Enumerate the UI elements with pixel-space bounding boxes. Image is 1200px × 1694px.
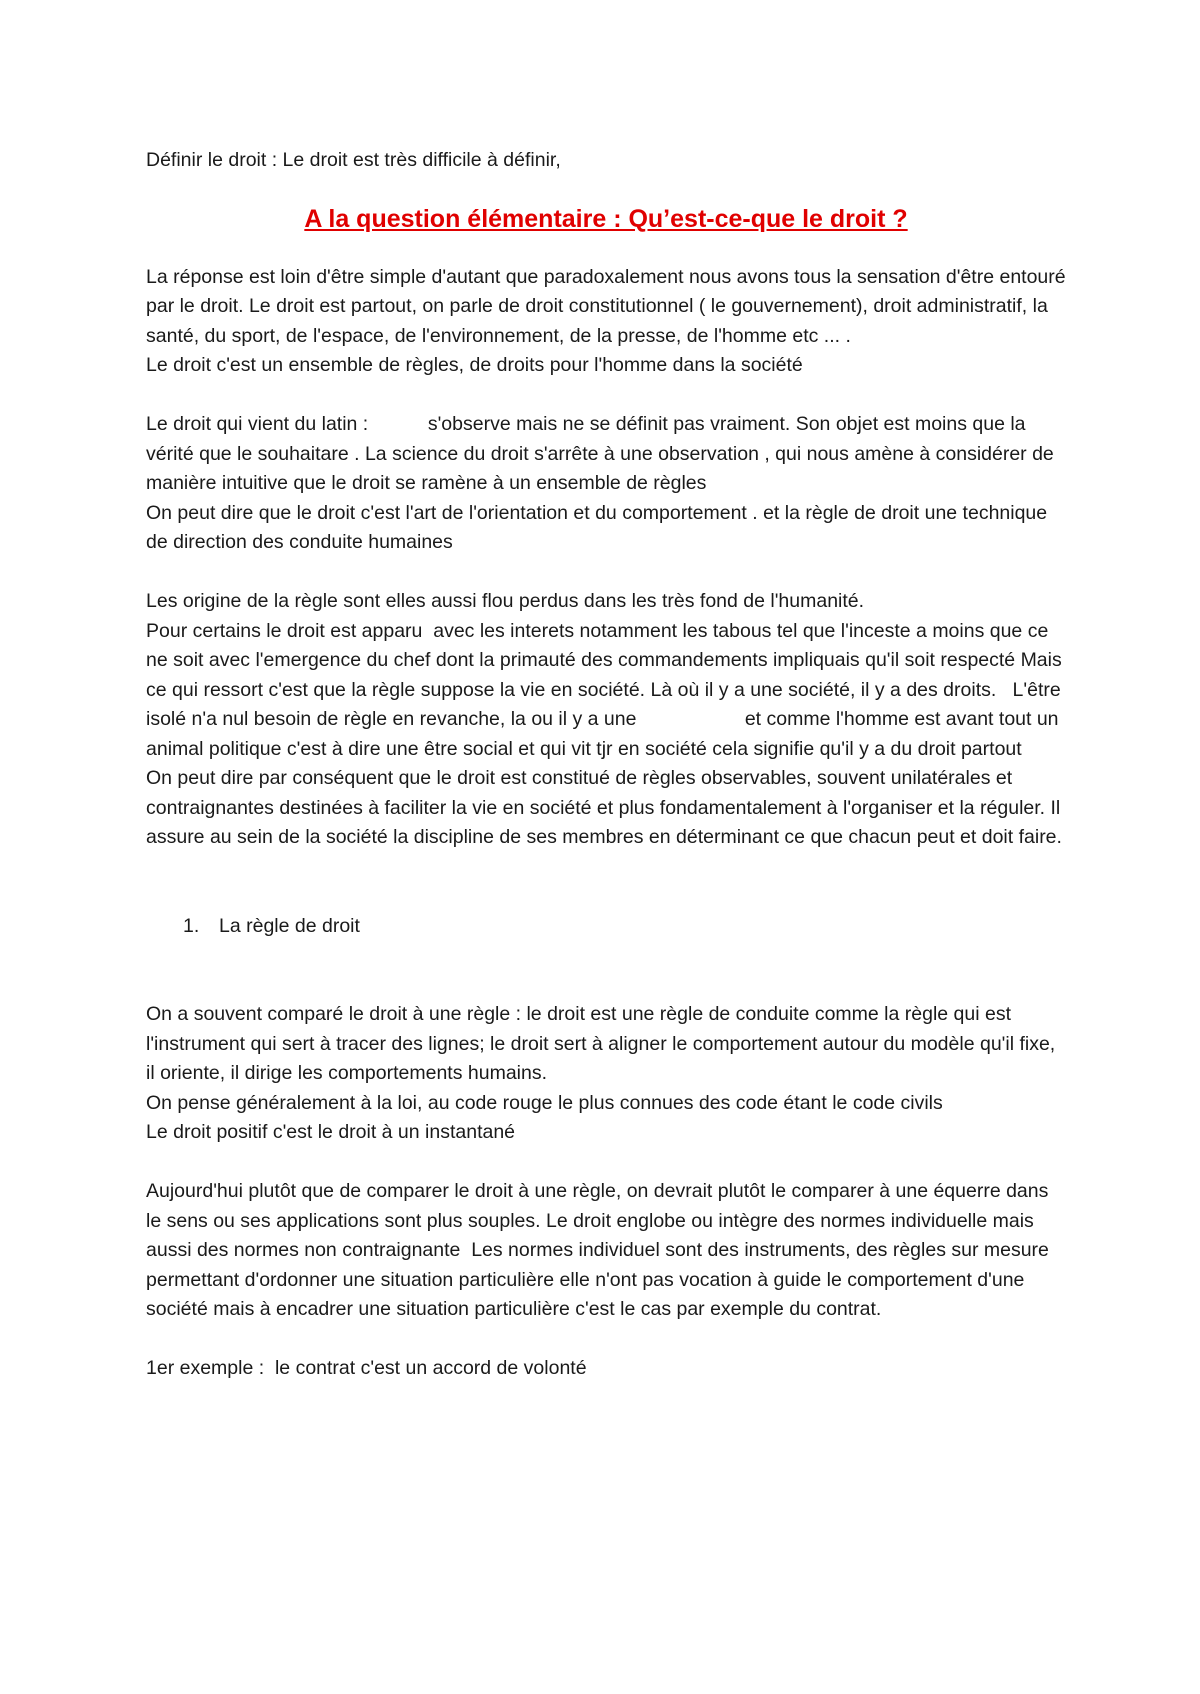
section-heading: A la question élémentaire : Qu’est-ce-que le droit ? [304, 204, 908, 233]
paragraph-3: Les origine de la règle sont elles aussi flou perdus dans les très fond de l'humanité. [146, 590, 865, 612]
paragraph-3c: On peut dire par conséquent que le droit est constitué de règles observables, souvent unilatérales et contraignantes destinées à faciliter la vie en société et plus fondamentalement à l'organiser et la réguler. Il assure au sein de la société la discipline de ses membres en déterminant ce que chacun peut et doit faire. [146, 767, 1066, 848]
list-item [146, 912, 1066, 942]
spacer [146, 381, 1066, 411]
spacer [146, 853, 1066, 912]
document-page [146, 146, 1072, 1384]
paragraph-3b: Pour certains le droit est apparu avec les interets notamment les tabous tel que l'inceste a moins que ce ne soit avec l'emergence du chef dont la primauté des commandements impliquais qu'il soit respecté Mais ce qui ressort c'est que la règle suppose la vie en société. Là où il y a une société, il y a des droits. L'être isolé n'a nul besoin de règle en revanche, la ou il y a une et comme l'homme est avant tout un animal politique c'est à dire une être social et qui vit tjr en société cela signifie qu'il y a du droit partout [146, 619, 1068, 760]
spacer [146, 1325, 1066, 1355]
list-label: La règle de droit [219, 914, 360, 937]
paragraph-4: On a souvent comparé le droit à une règle : le droit est une règle de conduite comme la règle qui est l'instrument qui sert à tracer des lignes; le droit sert à aligner le comportement autour du modèle qu'il fixe, il oriente, il dirige les comportements humains. [146, 1003, 1061, 1084]
paragraph-6: 1er exemple : le contrat c'est un accord de volonté [146, 1357, 587, 1379]
paragraph-1: La réponse est loin d'être simple d'autant que paradoxalement nous avons tous la sensation d'être entouré par le droit. Le droit est partout, on parle de droit constitutionnel ( le gouvernement), droit administratif, la santé, du sport, de l'espace, de l'environnement, de la presse, de l'homme etc ... . [146, 265, 1072, 347]
paragraph-2b: On peut dire que le droit c'est l'art de l'orientation et du comportement . et la règle de droit une technique de direction des conduite humaines [146, 501, 1053, 553]
paragraph-5: Aujourd'hui plutôt que de comparer le droit à une règle, on devrait plutôt le comparer à une équerre dans le sens ou ses applications sont plus souples. Le droit englobe ou intègre des normes individuelle mais aussi des normes non contraignante Les normes individuel sont des instruments, des règles sur mesure permettant d'ordonner une situation particulière elle n'ont pas vocation à guide le comportement d'une société mais à encadrer une situation particulière c'est le cas par exemple du contrat. [146, 1180, 1055, 1320]
paragraph-1b: Le droit c'est un ensemble de règles, de droits pour l'homme dans la société [146, 354, 803, 376]
spacer [146, 941, 1066, 1000]
paragraph-2: Le droit qui vient du latin : s'observe mais ne se définit pas vraiment. Son objet est moins que la vérité que le souhaitare . La science du droit s'arrête à une observation , qui nous amène à considérer de manière intuitive que le droit se ramène à un ensemble de règles [146, 413, 1060, 494]
spacer [146, 1148, 1066, 1178]
intro-line: Définir le droit : Le droit est très difficile à définir, [146, 149, 561, 171]
spacer [146, 558, 1066, 588]
paragraph-4b: On pense généralement à la loi, au code rouge le plus connues des code étant le code civils [146, 1091, 943, 1114]
list-number: 1. [183, 914, 200, 937]
paragraph-4c: Le droit positif c'est le droit à un instantané [146, 1121, 516, 1143]
